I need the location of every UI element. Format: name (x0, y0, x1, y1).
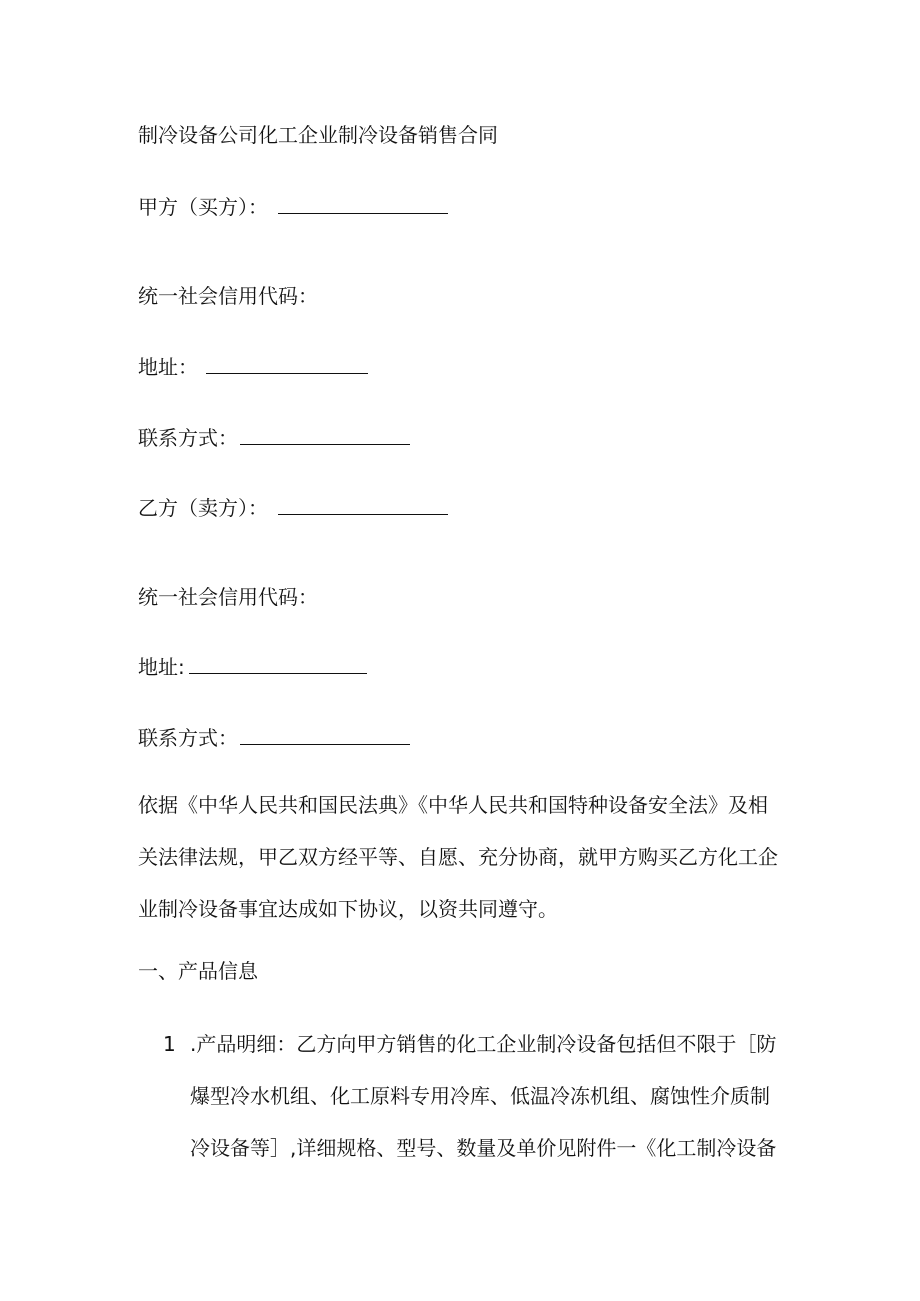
party-b-credit-code-label: 统一社会信用代码： (138, 585, 318, 609)
preamble-paragraph (138, 779, 786, 935)
party-b-contact-label: 联系方式： (138, 726, 238, 750)
party-a-label: 甲方（买方）： (138, 195, 268, 219)
party-a-address-blank[interactable] (206, 353, 368, 374)
item-line: .产品明细：乙方向甲方销售的化工企业制冷设备包括但不限于［防 (190, 1032, 777, 1056)
item-line: 冷设备等］,详细规格、型号、数量及单价见附件一《化工制冷设备 (190, 1136, 777, 1160)
section-1-heading: 一、产品信息 (138, 959, 258, 983)
item-line: 爆型冷水机组、化工原料专用冷库、低温冷冻机组、腐蚀性介质制 (190, 1084, 770, 1108)
party-b-address-label: 地址: (138, 655, 185, 679)
party-a-contact-blank[interactable] (240, 424, 410, 445)
preamble-line: 依据《中华人民共和国民法典》《中华人民共和国特种设备安全法》及相 (138, 793, 768, 817)
party-b-label: 乙方（卖方）： (138, 496, 268, 520)
party-a-credit-code-label: 统一社会信用代码： (138, 284, 318, 308)
party-b-blank[interactable] (278, 494, 448, 515)
party-a-address-row (138, 353, 368, 380)
document-title: 制冷设备公司化工企业制冷设备销售合同 (138, 123, 498, 147)
party-a-row (138, 193, 448, 220)
party-a-blank[interactable] (278, 193, 448, 214)
item-body (190, 1018, 782, 1174)
party-b-contact-row (138, 724, 410, 751)
preamble-line: 关法律法规，甲乙双方经平等、自愿、充分协商，就甲方购买乙方化工企 (138, 845, 778, 869)
party-b-address-blank[interactable] (189, 653, 367, 674)
party-a-contact-label: 联系方式： (138, 426, 238, 450)
party-b-contact-blank[interactable] (240, 724, 410, 745)
party-b-address-row (138, 653, 367, 680)
preamble-line: 业制冷设备事宜达成如下协议，以资共同遵守。 (138, 897, 558, 921)
party-b-row (138, 494, 448, 521)
party-a-address-label: 地址： (138, 355, 198, 379)
item-number: 1 (163, 1032, 176, 1056)
party-a-contact-row (138, 424, 410, 451)
